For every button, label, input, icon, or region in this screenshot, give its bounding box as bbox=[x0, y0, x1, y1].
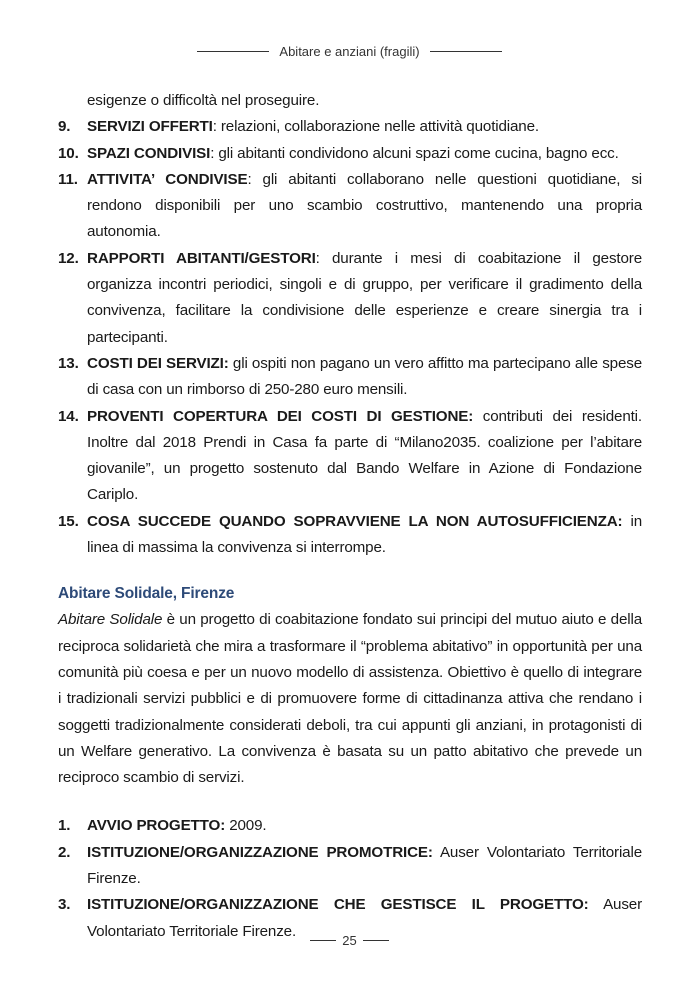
item-label: RAPPORTI ABITANTI/GESTORI bbox=[87, 249, 316, 267]
item-number: 13. bbox=[58, 354, 79, 372]
item-text: in linea di massima la convivenza si interrompe. bbox=[87, 512, 642, 557]
paragraph-text: è un progetto di coabitazione fondato sui principi del mutuo aiuto e della reciproca solidarietà che mira a trasformare il “problema abitativo” in opportunità per una comunità più coesa e per un nuovo modello di assistenza. Obiettivo è quello di integrare i tradizionali servizi pubblici e di promuovere forme di cittadinanza attiva che rendano i soggetti tradizionalmente considerati deboli, tra cui appunti gli anziani, in protagonisti di un Welfare generativo. La convivenza è basata su un patto abitativo che prevede un reciproco scambio di servizi. bbox=[58, 611, 642, 787]
list-item bbox=[58, 509, 642, 562]
list-item bbox=[58, 351, 642, 404]
item-number: 3. bbox=[58, 896, 71, 914]
list-item bbox=[58, 246, 642, 351]
item-label: AVVIO PROGETTO: bbox=[87, 817, 226, 835]
footer-rule-right bbox=[363, 940, 389, 941]
item-text: gli ospiti non pagano un vero affitto ma partecipano alle spese di casa con un rimborso di 250-280 euro mensili. bbox=[87, 354, 642, 399]
item-text: gli abitanti condividono alcuni spazi come cucina, bagno ecc. bbox=[218, 144, 619, 162]
item-text: durante i mesi di coabitazione il gestore organizza incontri periodici, singoli e di gruppo, per verificare il gradimento della convivenza, facilitare la condivisione delle esperienze e creare sinergia tra i partecipanti. bbox=[87, 249, 642, 346]
item-label: ISTITUZIONE/ORGANIZZAZIONE PROMOTRICE: bbox=[87, 843, 433, 861]
page-body bbox=[58, 88, 642, 945]
item-number: 14. bbox=[58, 407, 79, 425]
item-sep bbox=[433, 844, 440, 861]
running-header bbox=[0, 44, 699, 59]
item-sep bbox=[473, 408, 483, 425]
item-label: COSTI DEI SERVIZI: bbox=[87, 354, 229, 372]
item-text: contributi dei residenti. Inoltre dal 2018 Prendi in Casa fa parte di “Milano2035. coalizione per l’abitare giovanile”, un progetto sostenuto dal Bando Welfare in Azione di Fondazione Cariplo. bbox=[87, 407, 642, 504]
item-text: Auser Volontariato Territoriale Firenze. bbox=[87, 896, 642, 940]
item-number: 2. bbox=[58, 843, 71, 861]
item-number: 1. bbox=[58, 817, 71, 835]
item-label: ISTITUZIONE/ORGANIZZAZIONE CHE GESTISCE IL PROGETTO: bbox=[87, 896, 589, 914]
section-paragraph bbox=[58, 607, 642, 791]
item-number: 12. bbox=[58, 249, 79, 267]
item-text: relazioni, collaborazione nelle attività quotidiane. bbox=[220, 118, 539, 136]
item-number: 9. bbox=[58, 118, 71, 136]
project-name-italic: Abitare Solidale bbox=[58, 611, 163, 629]
item-label: ATTIVITA’ CONDIVISE bbox=[87, 170, 248, 188]
list-item bbox=[58, 813, 642, 839]
list-item bbox=[58, 404, 642, 509]
item-text: Auser Volontariato Territoriale Firenze. bbox=[87, 843, 643, 888]
page-footer bbox=[0, 933, 699, 948]
item-text: gli abitanti collaborano nelle questioni quotidiane, si rendono disponibili per uno scambio costruttivo, mantenendo una propria autonomia. bbox=[87, 170, 642, 241]
item-text: 2009. bbox=[229, 817, 267, 835]
list-item bbox=[58, 141, 642, 167]
section-heading: Abitare Solidale, Firenze bbox=[58, 585, 235, 603]
item-number: 11. bbox=[58, 170, 78, 188]
item-number: 15. bbox=[58, 512, 79, 530]
item-label: SPAZI CONDIVISI bbox=[87, 144, 211, 162]
list-continuation: esigenze o difficoltà nel proseguire. bbox=[87, 92, 320, 109]
item-number: 10. bbox=[58, 144, 79, 162]
item-label: SERVIZI OFFERTI bbox=[87, 118, 213, 136]
project-details-list-a bbox=[58, 114, 642, 561]
item-label: PROVENTI COPERTURA DEI COSTI DI GESTIONE: bbox=[87, 407, 474, 425]
item-sep: : bbox=[210, 144, 219, 162]
item-sep: : bbox=[247, 170, 263, 188]
list-item bbox=[58, 114, 642, 140]
project-details-list-b bbox=[58, 813, 642, 944]
running-title: Abitare e anziani (fragili) bbox=[279, 44, 420, 59]
item-label: COSA SUCCEDE QUANDO SOPRAVVIENE LA NON AUTOSUFFICIENZA: bbox=[87, 512, 623, 530]
item-sep: : bbox=[212, 118, 221, 136]
footer-rule-left bbox=[310, 940, 336, 941]
item-sep: : bbox=[315, 249, 333, 267]
header-rule-left bbox=[197, 51, 269, 52]
list-item bbox=[58, 167, 642, 246]
list-item bbox=[58, 840, 642, 893]
header-rule-right bbox=[430, 51, 502, 52]
item-sep bbox=[589, 896, 603, 913]
page-number: 25 bbox=[342, 933, 357, 948]
